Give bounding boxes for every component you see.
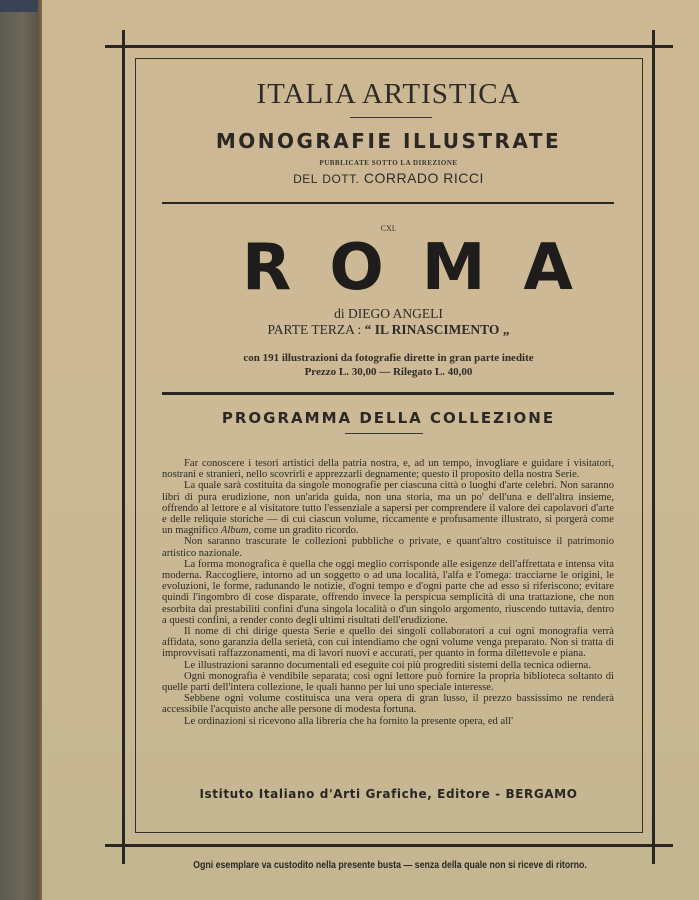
director-name: CORRADO RICCI [363, 170, 484, 186]
frame-left-rule [122, 30, 125, 864]
program-text [162, 458, 614, 727]
director-line [135, 170, 642, 186]
section-heading: PROGRAMMA DELLA COLLEZIONE [221, 409, 556, 427]
spine-cover-edge [0, 0, 38, 12]
frame-right-rule [652, 30, 655, 864]
book-spine [0, 0, 42, 900]
paragraph: La quale sarà costituita da singole monografie per ciascuna città o luoghi d'arte celebri. Non saranno libri di pura erudizione, non un'arida guida, non una storia, ma un po' dell'una e dell'altra insieme, offrendo al lettore e al visitatore tutto l'essenziale a sapersi per comprendere il valore dei capolavori d'arte e delle reliquie storiche — di cui ciascun volume, riccamente e profusamente illustrato, si porgerà come un magnifico Album, come un gradito ricordo. [162, 480, 614, 537]
album-italic: Album [220, 525, 249, 537]
header-divider [162, 202, 614, 204]
series-title: ITALIA ARTISTICA [256, 78, 521, 110]
illustrations-line: con 191 illustrazioni da fotografie dirette in gran parte inedite [243, 352, 534, 364]
section-underline [345, 433, 423, 434]
part-line [135, 322, 642, 338]
footer-note: Ogni esemplare va custodito nella presente busta — senza della quale non si riceve di ritorno. [193, 860, 587, 871]
author-line: di DIEGO ANGELI [334, 306, 443, 321]
frame-bottom-rule [105, 844, 673, 847]
part-label: PARTE TERZA : [267, 322, 362, 337]
director-prefix: DEL [293, 172, 318, 186]
price-divider [162, 392, 614, 395]
title-underline [350, 117, 432, 118]
paragraph: Sebbene ogni volume costituisca una vera opera di gran lusso, il prezzo bassissimo ne renderà accessibile l'acquisto anche alle persone di modesta fortuna. [162, 693, 614, 716]
part-title: “ IL RINASCIMENTO „ [364, 322, 510, 337]
paragraph: Non saranno trascurate le collezioni pubbliche o private, e quant'altro costituisce il patrimonio artistico nazionale. [162, 536, 614, 559]
direction-line: PUBBLICATE SOTTO LA DIREZIONE [319, 159, 458, 167]
publisher-line: Istituto Italiano d'Arti Grafiche, Editore - BERGAMO [199, 787, 578, 801]
price-line: Prezzo L. 30,00 — Rilegato L. 40,00 [304, 366, 473, 378]
volume-title: ROMA [242, 231, 611, 305]
volume-number: CXI. [380, 224, 397, 233]
paragraph: La forma monografica è quella che oggi meglio corrisponde alle esigenze dell'affrettata e intensa vita moderna. Raccogliere, intorno ad un soggetto o ad una località, l'alfa e l'omega: tracciarne le origini, le evoluzioni, le forme, radunando le notizie, d'ogni tempo e d'ogni parte che ad esso si riferiscono; evitare quindi l'ingombro di cose disparate, offrendo invece la perspicua semplicità di una trattazione, che non esorbita dai prestabiliti confini d'una singola località o d'un singolo argomento, riuscendo tuttavia, dentro a questi confini, a render conto degli ultimi risultati dell'erudizione. [162, 558, 614, 626]
paragraph: Il nome di chi dirige questa Serie e quello dei singoli collaboratori a cui ogni monografia verrà affidata, sono garanzia della serietà, con cui intendiamo che ogni volume venga preparato. Non si tratta di improvvisati raffazzonamenti, ma di lavori nuovi e accurati, per quanto in forma dilettevole e piana. [162, 626, 614, 660]
paragraph: Le ordinazioni si ricevono alla libreria che ha fornito la presente opera, ed all' [184, 715, 513, 727]
paragraph: Far conoscere i tesori artistici della patria nostra, e, ad un tempo, invogliare e guidare i visitatori, nostrani e stranieri, nello scovrirli e apprezzarli degnamente; questo il proposito della nostra Serie. [162, 458, 614, 481]
director-title: DOTT. [322, 172, 360, 186]
series-subtitle: MONOGRAFIE ILLUSTRATE [215, 129, 562, 153]
paragraph: Ogni monografia è vendibile separata; così ogni lettore può fornire la propria biblioteca soltanto di quelle parti dell'intera collezione, le quali hanno per lui uno speciale interesse. [162, 670, 614, 694]
frame-top-rule [105, 45, 673, 48]
paragraph: Le illustrazioni saranno documentali ed eseguite coi più progrediti sistemi della tecnica odierna. [184, 659, 591, 671]
